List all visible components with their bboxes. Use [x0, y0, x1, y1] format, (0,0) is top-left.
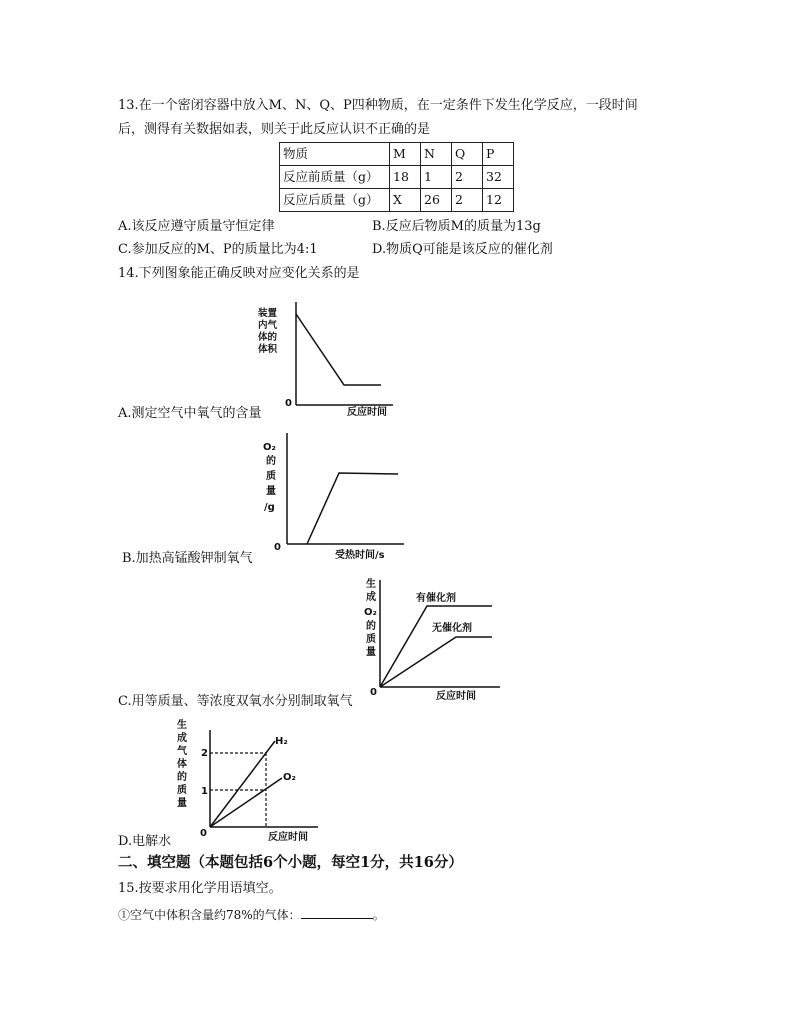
table-header-row [280, 143, 514, 166]
table-cell: M [390, 143, 421, 166]
table-row [280, 189, 514, 212]
graph-b [258, 430, 408, 562]
graph-a-origin: 0 [285, 398, 292, 409]
table-cell: 12 [483, 189, 514, 212]
graph-c-ylabel-1: 生 [366, 579, 376, 590]
q13-stem-line1: 13.在一个密闭容器中放入M、N、Q、P四种物质，在一定条件下发生化学反应，一段时间 [118, 98, 638, 113]
q15-item-1-end: 。 [372, 908, 385, 922]
table-cell: 26 [421, 189, 452, 212]
graph-b-xlabel: 受热时间/s [335, 550, 385, 561]
graph-d-ylabel-3: 气 [177, 746, 187, 757]
graph-d-ylabel-4: 体 [177, 759, 187, 770]
table-cell: P [483, 143, 514, 166]
graph-d-ylabel-2: 成 [177, 733, 187, 744]
q14-stem: 14.下列图象能正确反映对应变化关系的是 [118, 266, 360, 281]
q13-stem-line2: 后，测得有关数据如表，则关于此反应认识不正确的是 [118, 122, 431, 137]
graph-d-ytick-2: 2 [201, 748, 208, 759]
graph-b-ylabel-3: 质 [266, 471, 276, 482]
graph-a-ylabel-1: 装置 [258, 308, 278, 319]
graph-d [172, 716, 322, 844]
graph-c-label-no-catalyst: 无催化剂 [432, 623, 472, 634]
graph-d-ylabel-5: 的 [177, 772, 187, 783]
table-cell: X [390, 189, 421, 212]
q14-option-a: A.测定空气中氧气的含量 [118, 406, 262, 421]
graph-c-ylabel-6: 量 [366, 647, 376, 658]
q13-data-table [279, 142, 514, 212]
graph-d-label-h2: H₂ [275, 736, 288, 747]
q13-option-a: A.该反应遵守质量守恒定律 [118, 219, 275, 234]
q15-stem: 15.按要求用化学用语填空。 [118, 881, 282, 896]
graph-c-ylabel-5: 质 [366, 634, 376, 645]
graph-c-series-catalyst [380, 606, 492, 687]
graph-a-ylabel-2: 内气 [258, 320, 278, 331]
table-cell: 18 [390, 166, 421, 189]
graph-c-series-no-catalyst [380, 637, 492, 687]
table-cell: 物质 [280, 143, 390, 166]
table-cell: N [421, 143, 452, 166]
graph-d-series-o2 [210, 778, 282, 827]
graph-b-origin: 0 [274, 542, 281, 553]
graph-d-origin: 0 [200, 828, 207, 839]
graph-a-curve [296, 314, 381, 385]
graph-d-xlabel: 反应时间 [268, 832, 308, 843]
graph-d-label-o2: O₂ [283, 772, 296, 783]
table-cell: 2 [452, 166, 483, 189]
graph-d-ylabel-6: 质 [177, 785, 187, 796]
graph-b-ylabel-2: 的 [266, 456, 276, 467]
table-cell: 1 [421, 166, 452, 189]
q15-item-1-text: ①空气中体积含量约78%的气体： [118, 908, 301, 922]
graph-d-ylabel-1: 生 [177, 720, 187, 731]
table-cell: 2 [452, 189, 483, 212]
graph-d-ytick-1: 1 [201, 786, 208, 797]
graph-b-ylabel-4: 量 [266, 486, 276, 497]
q14-option-b: B.加热高锰酸钾制氧气 [122, 551, 253, 566]
graph-a-ylabel-4: 体积 [258, 344, 278, 355]
q13-option-b: B.反应后物质M的质量为13g [372, 219, 541, 234]
q14-option-c: C.用等质量、等浓度双氧水分别制取氧气 [118, 694, 353, 709]
graph-c-origin: 0 [370, 687, 377, 698]
graph-c-xlabel: 反应时间 [436, 691, 476, 702]
graph-c-ylabel-2: 成 [366, 592, 376, 603]
table-cell: 反应前质量（g） [280, 166, 390, 189]
table-cell: 32 [483, 166, 514, 189]
q13-option-c: C.参加反应的M、P的质量比为4:1 [118, 242, 318, 257]
graph-b-ylabel-1: O₂ [263, 442, 276, 453]
q14-option-d: D.电解水 [118, 834, 172, 849]
graph-c-ylabel-3: O₂ [364, 607, 377, 618]
graph-a-ylabel-3: 体的 [258, 332, 278, 343]
graph-b-ylabel-5: /g [264, 502, 275, 513]
graph-a [255, 294, 395, 420]
graph-c-label-catalyst: 有催化剂 [416, 593, 456, 604]
graph-c [362, 574, 504, 706]
table-row [280, 166, 514, 189]
q13-option-d: D.物质Q可能是该反应的催化剂 [372, 242, 553, 257]
table-cell: 反应后质量（g） [280, 189, 390, 212]
graph-a-xlabel: 反应时间 [347, 407, 387, 418]
q15-answer-blank[interactable] [301, 906, 373, 919]
section-2-title: 二、填空题（本题包括6个小题，每空1分，共16分） [118, 854, 463, 871]
table-cell: Q [452, 143, 483, 166]
graph-b-curve [307, 473, 398, 544]
graph-d-series-h2 [210, 741, 275, 827]
graph-c-ylabel-4: 的 [366, 621, 376, 632]
q15-item-1 [118, 906, 385, 923]
graph-d-ylabel-7: 量 [177, 798, 187, 809]
